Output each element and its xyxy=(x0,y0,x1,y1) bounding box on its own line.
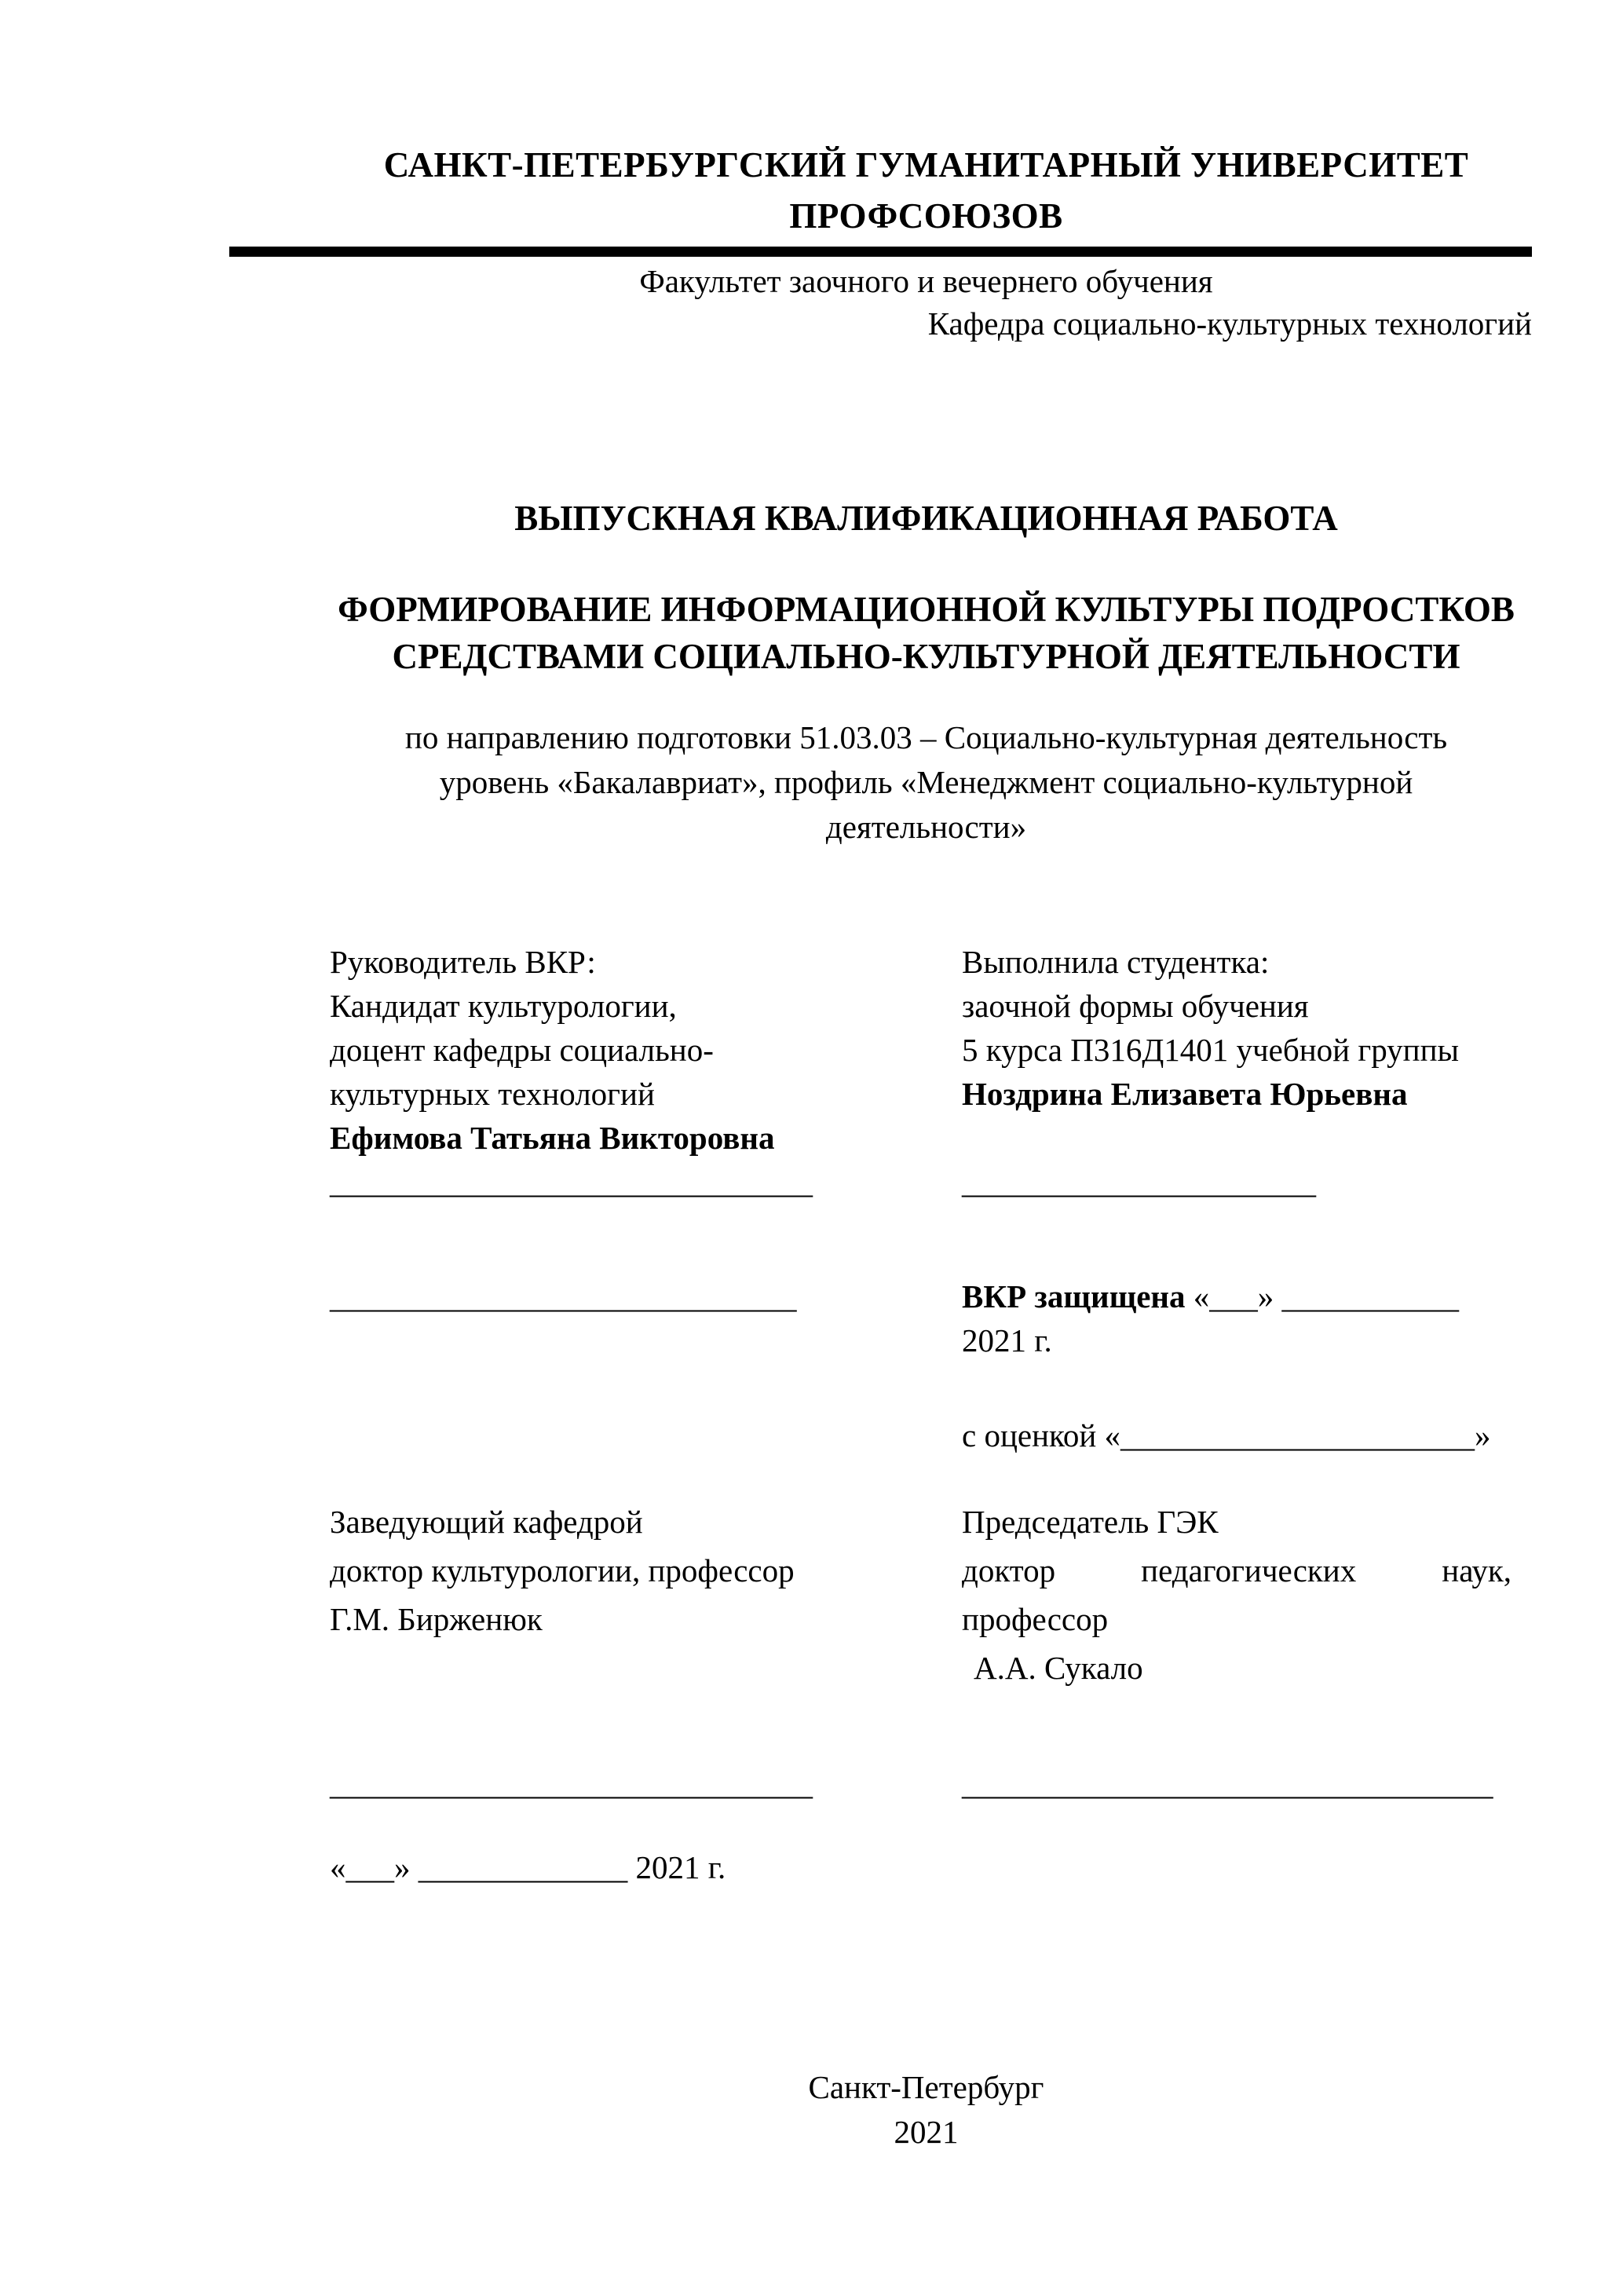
department-line: Кафедра социально-культурных технологий xyxy=(927,305,1532,342)
university-header xyxy=(229,140,1532,242)
officials-columns xyxy=(330,1497,1532,1692)
signature-row-2 xyxy=(330,1761,1532,1805)
chair-role: Председатель ГЭК xyxy=(962,1504,1219,1540)
supervisor-block xyxy=(330,940,962,1160)
grade-row xyxy=(330,1413,1532,1457)
date-line: «___» _____________ 2021 г. xyxy=(330,1849,726,1885)
defense-date-blanks: «___» ___________ 2021 г. xyxy=(962,1278,1460,1358)
chair-signature-line: _________________________________ xyxy=(962,1765,1493,1801)
chair-name: А.А. Сукало xyxy=(974,1650,1143,1686)
supervisor-degree-line2: доцент кафедры социально- xyxy=(330,1032,714,1068)
thesis-title-line2: СРЕДСТВАМИ СОЦИАЛЬНО-КУЛЬТУРНОЙ ДЕЯТЕЛЬНОСТИ xyxy=(392,637,1460,676)
student-info-line2: 5 курса П316Д1401 учебной группы xyxy=(962,1032,1460,1068)
head-role: Заведующий кафедрой xyxy=(330,1504,643,1540)
head-of-department-block xyxy=(330,1497,962,1692)
student-role: Выполнила студентка: xyxy=(962,944,1270,980)
student-info-line1: заочной формы обучения xyxy=(962,988,1309,1024)
defense-label: ВКР защищена xyxy=(962,1278,1186,1314)
grade-spacer xyxy=(330,1413,962,1457)
supervisor-degree-line1: Кандидат культурологии, xyxy=(330,988,677,1024)
chair-degree-justified: доктор педагогических наук, xyxy=(962,1552,1512,1589)
program-level: уровень «Бакалавриат», профиль «Менеджмент социально-культурной xyxy=(439,764,1413,800)
grade-line: с оценкой «______________________» xyxy=(962,1417,1491,1453)
signature-row-1 xyxy=(330,1160,1532,1204)
head-name: Г.М. Бирженюк xyxy=(330,1601,543,1637)
faculty-line: Факультет заочного и вечернего обучения xyxy=(639,263,1213,299)
year-line: 2021 xyxy=(894,2114,959,2150)
university-name-line2: ПРОФСОЮЗОВ xyxy=(789,196,1063,236)
supervisor-name: Ефимова Татьяна Викторовна xyxy=(330,1120,775,1156)
program-info xyxy=(229,715,1532,850)
divider-rule xyxy=(229,247,1532,257)
date-spacer xyxy=(962,1845,1512,1889)
student-block xyxy=(962,940,1512,1160)
head-signature-line: ______________________________ xyxy=(330,1765,813,1801)
student-name: Ноздрина Елизавета Юрьевна xyxy=(962,1076,1408,1112)
program-level-cont: деятельности» xyxy=(825,809,1027,845)
student-signature-line: ______________________ xyxy=(962,1164,1316,1200)
university-name-line1: САНКТ-ПЕТЕРБУРГСКИЙ ГУМАНИТАРНЫЙ УНИВЕРСИТЕТ xyxy=(383,145,1469,185)
gek-chair-block xyxy=(962,1497,1512,1692)
date-row xyxy=(330,1845,1532,1889)
defense-row xyxy=(330,1274,1532,1362)
supervisor-signature-line-2: _____________________________ xyxy=(330,1278,797,1314)
thesis-title-line1: ФОРМИРОВАНИЕ ИНФОРМАЦИОННОЙ КУЛЬТУРЫ ПОДРОСТКОВ xyxy=(338,590,1515,629)
supervisor-degree-line3: культурных технологий xyxy=(330,1076,655,1112)
work-type-heading: ВЫПУСКНАЯ КВАЛИФИКАЦИОННАЯ РАБОТА xyxy=(514,499,1338,538)
city-line: Санкт-Петербург xyxy=(808,2069,1044,2105)
thesis-title xyxy=(229,586,1532,680)
supervisor-role: Руководитель ВКР: xyxy=(330,944,596,980)
people-columns xyxy=(330,940,1532,1160)
chair-degree-line2: профессор xyxy=(962,1601,1109,1637)
supervisor-signature-line: ______________________________ xyxy=(330,1164,813,1200)
footer-block xyxy=(229,2065,1532,2155)
defense-line xyxy=(962,1274,1512,1362)
head-degree: доктор культурологии, профессор xyxy=(330,1552,795,1589)
program-direction: по направлению подготовки 51.03.03 – Социально-культурная деятельность xyxy=(404,719,1448,755)
